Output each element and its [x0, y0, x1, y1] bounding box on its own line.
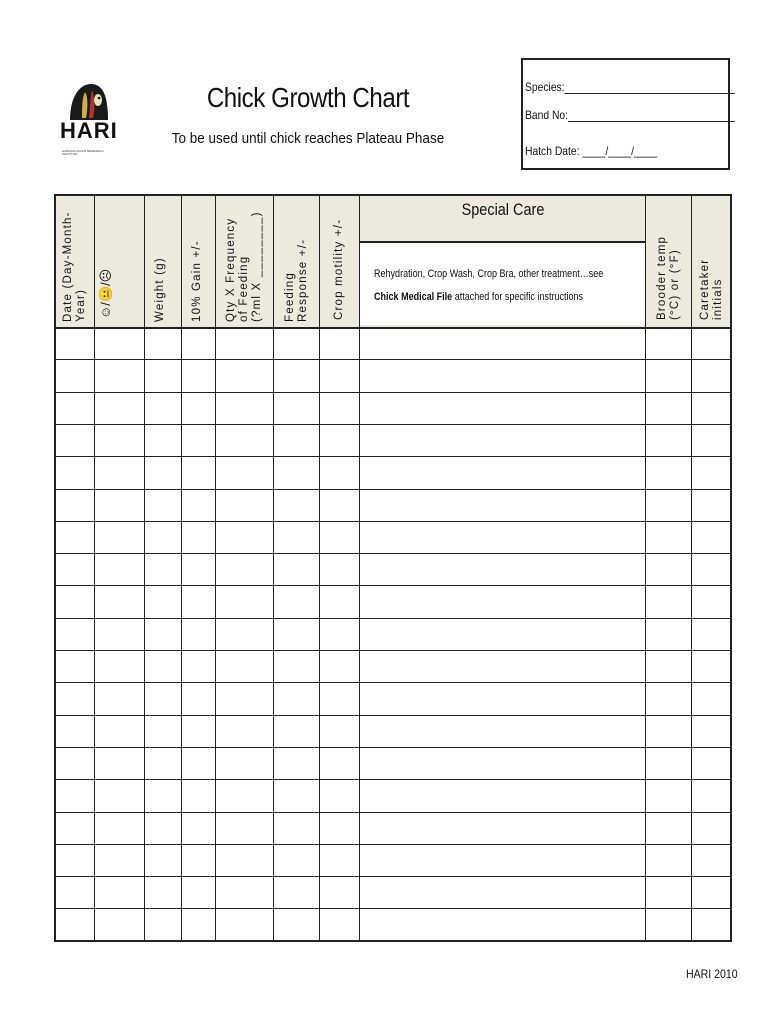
table-row [54, 779, 731, 780]
table-row [54, 908, 731, 909]
hatch-date-label: Hatch Date: [525, 144, 580, 158]
table-row [54, 489, 731, 490]
special-care-body [360, 243, 646, 325]
table-top-border [54, 194, 731, 196]
column-divider [94, 194, 95, 942]
table-row [54, 553, 731, 554]
hatch-date-field[interactable] [525, 144, 657, 158]
table-row [54, 618, 731, 619]
page-title: Chick Growth Chart [206, 82, 410, 113]
species-field[interactable] [525, 80, 735, 94]
band-label: Band No: [525, 108, 569, 122]
logo-text: HARI [60, 118, 118, 143]
date-col-header-1: Date (Day-Month- [62, 211, 74, 322]
special-care-divider [359, 241, 645, 243]
logo-tagline: HAWAIIAN AVIAN RESEARCH INSTITUTE [62, 149, 104, 156]
table-row [54, 812, 731, 813]
feeding-col-header-2: Response +/- [297, 238, 309, 322]
page-subtitle: To be used until chick reaches Plateau Phase [171, 130, 445, 147]
weight-col-header: Weight (g) [154, 257, 166, 322]
table-row [54, 844, 731, 845]
table-bottom-border [54, 940, 731, 942]
feeding-col-header-1: Feeding [284, 272, 296, 322]
hatch-date-blank[interactable]: ____/____/____ [582, 144, 657, 158]
crop-col-header: Crop motility +/- [333, 218, 345, 320]
column-divider [273, 194, 274, 942]
brooder-col-header-2: (°C) or (°F) [669, 249, 681, 320]
column-divider [215, 194, 216, 942]
table-row [54, 650, 731, 651]
column-divider [730, 194, 732, 942]
column-divider [181, 194, 182, 942]
table-row [54, 876, 731, 877]
qty-col-header-2: of Feeding [238, 255, 250, 322]
caretaker-col-header-2: initials [712, 278, 724, 320]
date-col-header-2: Year) [75, 288, 87, 322]
caretaker-col-header-1: Caretaker [699, 258, 711, 320]
special-care-instructions: Rehydration, Crop Wash, Crop Bra, other treatment…see Chick Medical File attached for specific instructions [374, 268, 604, 303]
band-field[interactable] [525, 108, 735, 122]
table-row [54, 747, 731, 748]
header-bottom-border [54, 327, 731, 329]
table-row [54, 456, 731, 457]
footer-credit: HARI 2010 [686, 967, 738, 981]
column-divider [319, 194, 320, 942]
special-care-title: Special Care [461, 200, 545, 219]
species-label: Species: [525, 80, 565, 94]
column-divider [691, 194, 692, 942]
chick-info-box [521, 58, 730, 170]
table-row [54, 392, 731, 393]
gain-col-header: 10% Gain +/- [191, 240, 203, 322]
table-row [54, 424, 731, 425]
mood-col-header: ☺/😐/☹ [98, 268, 113, 319]
column-divider [359, 194, 360, 942]
qty-col-header-1: Qty X Frequency [225, 217, 237, 322]
table-row [54, 521, 731, 522]
qty-col-header-3: (?ml X ________) [251, 211, 263, 322]
species-blank[interactable] [565, 83, 735, 94]
table-row [54, 715, 731, 716]
table-row [54, 359, 731, 360]
column-divider [645, 194, 646, 942]
growth-table [54, 194, 731, 942]
table-row [54, 585, 731, 586]
band-blank[interactable] [568, 111, 735, 122]
table-row [54, 682, 731, 683]
column-divider [54, 194, 56, 942]
column-divider [144, 194, 145, 942]
brooder-col-header-1: Brooder temp [656, 235, 668, 320]
